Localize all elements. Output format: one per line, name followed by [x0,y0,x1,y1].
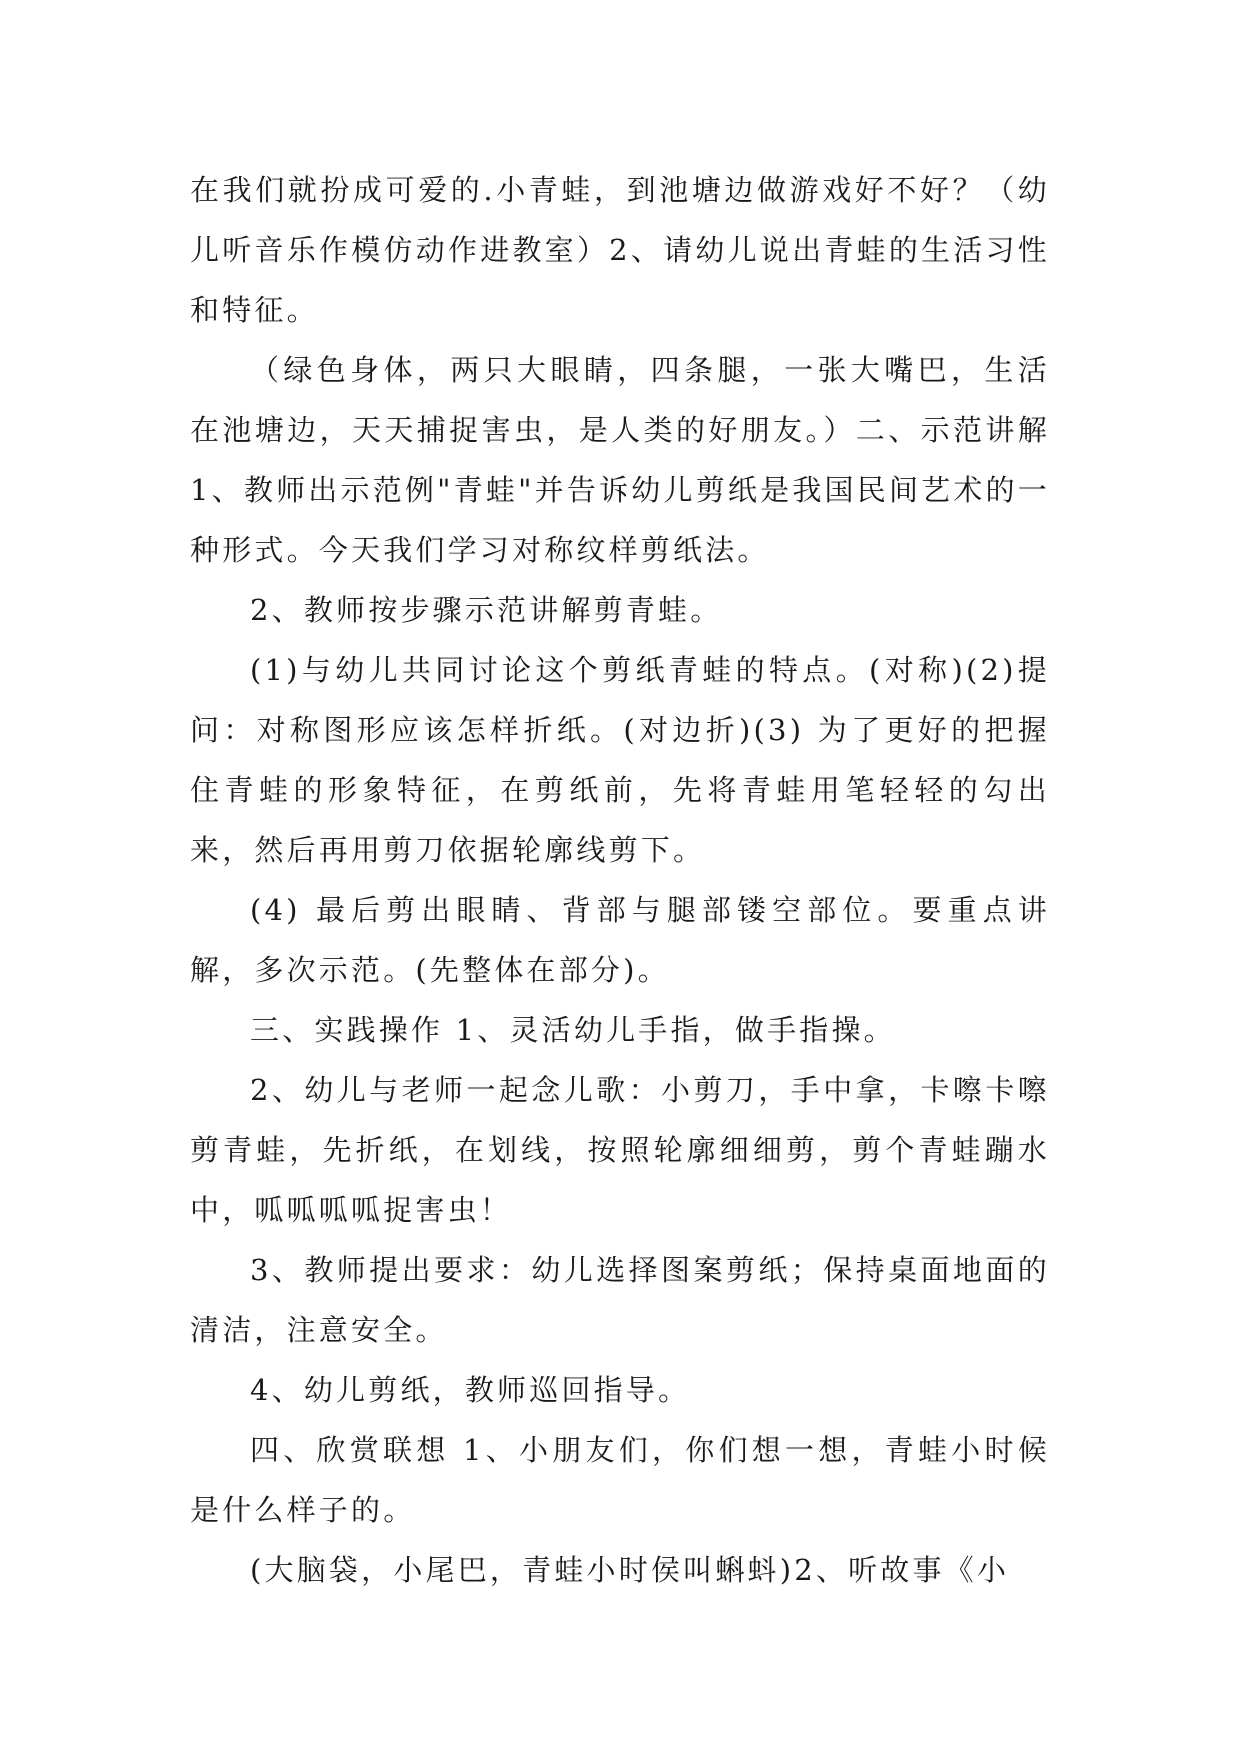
paragraph-8: 3、教师提出要求：幼儿选择图案剪纸；保持桌面地面的清洁，注意安全。 [190,1253,1050,1347]
paragraph-7: 2、幼儿与老师一起念儿歌：小剪刀，手中拿，卡嚓卡嚓剪青蛙，先折纸，在划线，按照轮廓细细剪，剪个青蛙蹦水中，呱呱呱呱捉害虫！ [190,1073,1050,1227]
paragraph-5: (4) 最后剪出眼睛、背部与腿部镂空部位。要重点讲解，多次示范。(先整体在部分)。 [190,893,1050,987]
paragraph-11: (大脑袋，小尾巴，青蛙小时侯叫蝌蚪)2、听故事《小 [250,1553,1010,1587]
paragraph-2: （绿色身体，两只大眼睛，四条腿，一张大嘴巴，生活在池塘边，天天捕捉害虫，是人类的好朋友。）二、示范讲解 1、教师出示范例"青蛙"并告诉幼儿剪纸是我国民间艺术的一种形式。今天我们学习对称纹样剪纸法。 [190,353,1050,567]
paragraph-3: 2、教师按步骤示范讲解剪青蛙。 [250,593,723,627]
paragraph-10: 四、欣赏联想 1、小朋友们，你们想一想，青蛙小时候是什么样子的。 [190,1433,1050,1527]
paragraph-6: 三、实践操作 1、灵活幼儿手指，做手指操。 [250,1013,896,1047]
paragraph-1: 在我们就扮成可爱的.小青蛙，到池塘边做游戏好不好？（幼儿听音乐作模仿动作进教室）2、请幼儿说出青蛙的生活习性和特征。 [190,173,1050,327]
document-body [190,160,1050,1600]
paragraph-4: (1)与幼儿共同讨论这个剪纸青蛙的特点。(对称)(2)提问：对称图形应该怎样折纸。(对边折)(3) 为了更好的把握住青蛙的形象特征，在剪纸前，先将青蛙用笔轻轻的勾出来，然后再用剪刀依据轮廓线剪下。 [190,653,1050,867]
paragraph-9: 4、幼儿剪纸，教师巡回指导。 [250,1373,691,1407]
